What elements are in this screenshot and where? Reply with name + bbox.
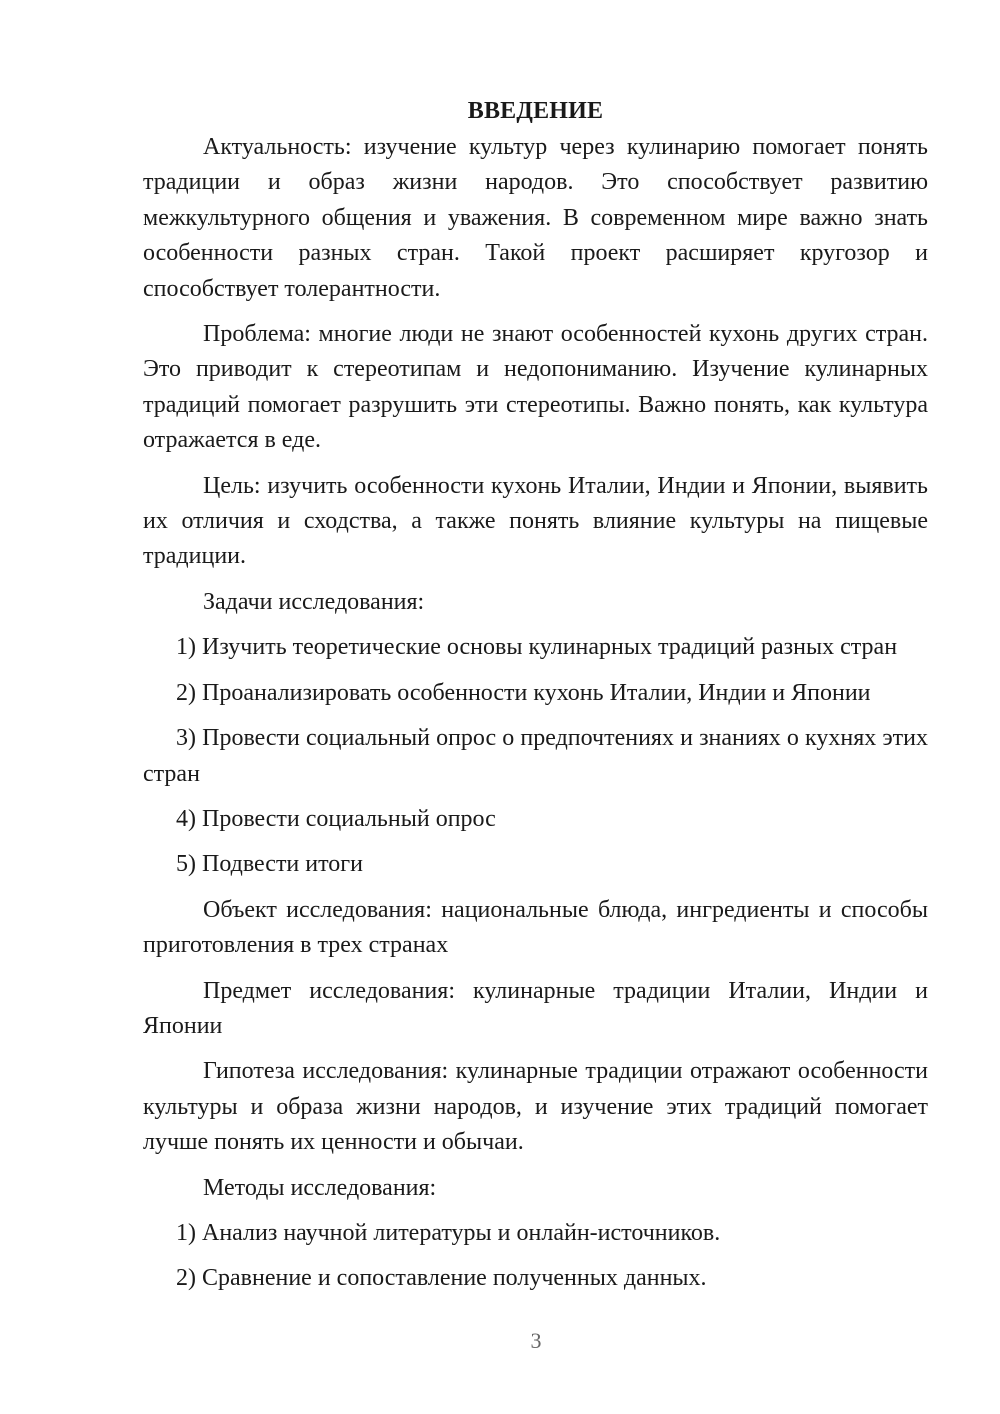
hypothesis-paragraph: Гипотеза исследования: кулинарные традиции отражают особенности культуры и образа жизни народов, и изучение этих традиций помогает лучше понять их ценности и обычаи.: [143, 1058, 928, 1156]
object-paragraph: Объект исследования: национальные блюда, ингредиенты и способы приготовления в трех странах: [143, 896, 928, 959]
page-body: [143, 93, 928, 1307]
subject-paragraph: Предмет исследования: кулинарные традиции Италии, Индии и Японии: [143, 977, 928, 1039]
problem-paragraph: Проблема: многие люди не знают особенностей кухонь других стран. Это приводит к стереотипам и недопониманию. Изучение кулинарных традиций помогает разрушить эти стереотипы. Важно понять, как культура отражается в еде.: [143, 321, 928, 454]
page-title: ВВЕДЕНИЕ: [467, 98, 604, 124]
method-item-2: 2) Сравнение и сопоставление полученных данных.: [176, 1265, 707, 1292]
task-item-4: 4) Провести социальный опрос: [176, 805, 496, 832]
relevance-paragraph: Актуальность: изучение культур через кулинарию помогает понять традиции и образ жизни народов. Это способствует развитию межкультурного общения и уважения. В современном мире важно знать особенности разных стран. Такой проект расширяет кругозор и способствует толерантности.: [143, 134, 928, 302]
tasks-heading: Задачи исследования:: [203, 588, 425, 615]
task-item-1: 1) Изучить теоретические основы кулинарных традиций разных стран: [176, 634, 898, 661]
task-item-3: 3) Провести социальный опрос о предпочтениях и знаниях о кухнях этих стран: [143, 725, 928, 787]
method-item-1: 1) Анализ научной литературы и онлайн-источников.: [176, 1219, 721, 1246]
goal-paragraph: Цель: изучить особенности кухонь Италии, Индии и Японии, выявить их отличия и сходства, а также понять влияние культуры на пищевые традиции.: [143, 472, 928, 570]
task-item-5: 5) Подвести итоги: [176, 851, 363, 878]
page-number: 3: [530, 1328, 542, 1353]
methods-heading: Методы исследования:: [203, 1174, 437, 1201]
task-item-2: 2) Проанализировать особенности кухонь Италии, Индии и Японии: [176, 679, 871, 706]
